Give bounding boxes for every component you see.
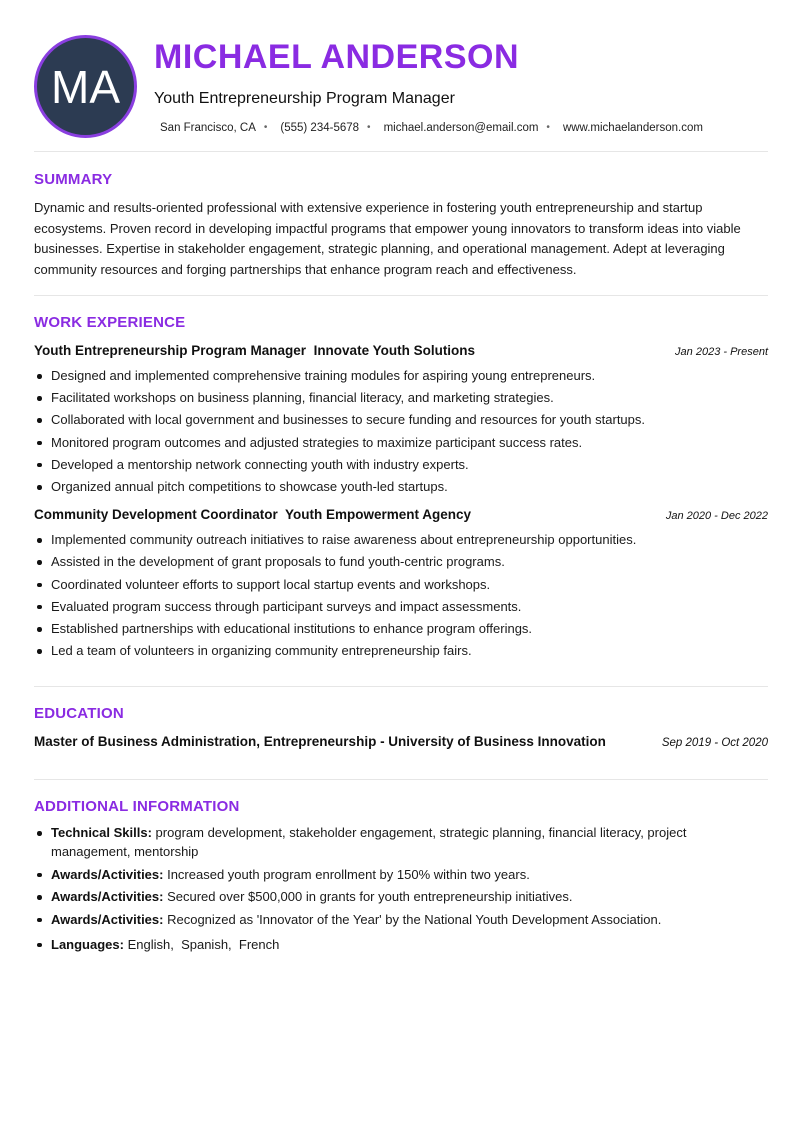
item-text: program development, stakeholder engagement, strategic planning, financial literacy, project management, mentorship [51,825,687,860]
avatar-initials: MA [51,60,120,113]
job-dates: Jan 2020 - Dec 2022 [665,510,768,523]
list-item: Monitored program outcomes and adjusted strategies to maximize participant success rates. [34,432,768,454]
item-text: Recognized as 'Innovator of the Year' by the National Youth Development Association. [167,911,662,927]
education-dates: Sep 2019 - Oct 2020 [661,737,768,750]
separator-dot-icon: • [263,122,268,133]
contact-info [160,120,703,136]
section-heading-experience: WORK EXPERIENCE [34,314,186,331]
additional-list [34,823,768,954]
contact-location: San Francisco, CA [160,122,256,134]
item-text: English, Spanish, French [127,936,280,952]
avatar [34,35,137,138]
candidate-title: Youth Entrepreneurship Program Manager [154,90,455,107]
job-role: Youth Entrepreneurship Program Manager [34,343,307,358]
list-item [34,887,768,906]
candidate-name: MICHAEL ANDERSON [154,38,520,76]
job-company: Innovate Youth Solutions [313,343,476,358]
additional-section [34,780,768,954]
job-entry [34,505,768,662]
item-label: Technical Skills: [51,825,152,841]
list-item: Developed a mentorship network connecting youth with industry experts. [34,454,768,476]
job-role: Community Development Coordinator [34,507,278,523]
job-company: Youth Empowerment Agency [285,507,472,523]
job-dates: Jan 2023 - Present [675,346,768,358]
list-item: Evaluated program success through participant surveys and impact assessments. [34,596,768,618]
list-item: Implemented community outreach initiatives to raise awareness about entrepreneurship opportunities. [34,529,768,551]
section-heading-summary: SUMMARY [34,171,113,188]
list-item [34,823,768,861]
resume-page [34,0,768,957]
list-item [34,935,768,954]
item-label: Awards/Activities: [51,889,164,905]
job-bullets [34,529,768,662]
contact-email[interactable]: michael.anderson@email.com [383,122,539,134]
education-degree: Master of Business Administration, Entrepreneurship - University of Business Innovation [34,734,606,750]
list-item: Collaborated with local government and businesses to secure funding and resources for youth startups. [34,409,768,431]
job-bullets [34,365,768,498]
item-text: Increased youth program enrollment by 150% within two years. [167,866,530,882]
resume-header [34,0,768,151]
list-item [34,865,768,884]
list-item: Organized annual pitch competitions to showcase youth-led startups. [34,476,768,498]
experience-section [34,296,768,686]
job-header [34,505,768,526]
list-item: Led a team of volunteers in organizing community entrepreneurship fairs. [34,640,768,662]
education-section [34,687,768,779]
list-item: Assisted in the development of grant proposals to fund youth-centric programs. [34,551,768,573]
list-item: Designed and implemented comprehensive training modules for aspiring young entrepreneurs. [34,365,768,387]
list-item: Established partnerships with educational institutions to enhance program offerings. [34,618,768,640]
job-entry [34,341,768,498]
section-heading-additional: ADDITIONAL INFORMATION [34,798,240,816]
summary-section [34,152,768,295]
item-label: Awards/Activities: [51,866,164,882]
list-item: Coordinated volunteer efforts to support local startup events and workshops. [34,574,768,596]
contact-phone[interactable]: (555) 234-5678 [280,122,360,134]
summary-text: Dynamic and results-oriented professional with extensive experience in fostering youth entrepreneurship and startup ecosystems. Proven record in developing impactful programs that empower young innovators to transform ideas into viable businesses. Expertise in stakeholder engagement, strategic planning, and operational management. Adept at leveraging community resources and forging partnerships that enhance program reach and effectiveness. [34,200,741,277]
contact-website[interactable]: www.michaelanderson.com [562,122,703,134]
separator-dot-icon: • [546,122,550,133]
item-text: Secured over $500,000 in grants for youth entrepreneurship initiatives. [167,889,573,905]
section-heading-education: EDUCATION [34,705,124,723]
separator-dot-icon: • [367,122,371,133]
education-entry [34,732,768,753]
item-label: Awards/Activities: [51,911,164,927]
job-header [34,341,768,362]
list-item: Facilitated workshops on business planning, financial literacy, and marketing strategies. [34,387,768,409]
item-label: Languages: [51,936,124,952]
list-item [34,910,768,929]
